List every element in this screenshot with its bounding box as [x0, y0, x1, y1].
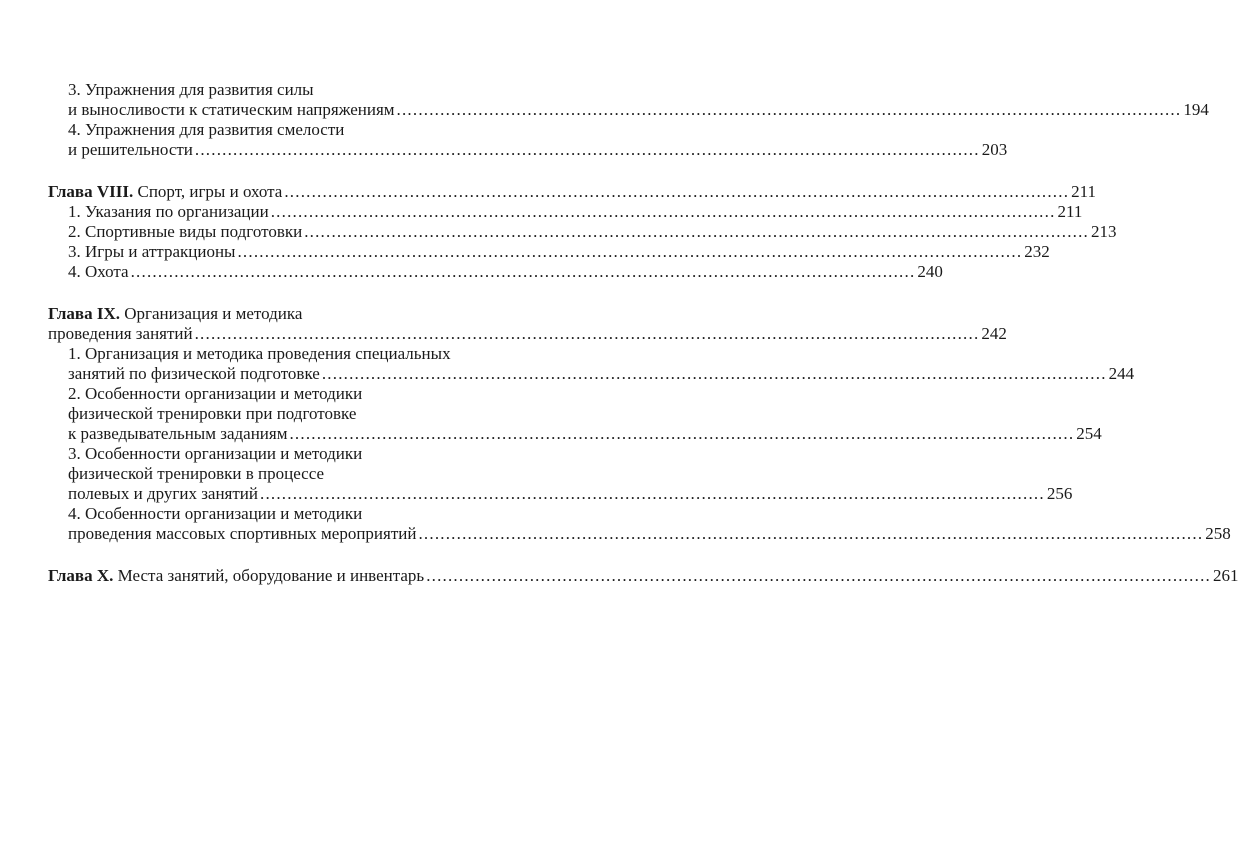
- toc-entry-title: к разведывательным заданиям: [68, 424, 288, 443]
- page-number: 242: [981, 324, 1007, 343]
- page-number: 261: [1213, 566, 1239, 585]
- dot-leader: [418, 524, 1203, 544]
- toc-entry-line: [48, 120, 496, 140]
- toc-entry-line: [48, 100, 1209, 120]
- toc-entry-title: и решительности: [68, 140, 193, 159]
- toc-entry-line: [48, 484, 1073, 504]
- toc-entry-title: 3. Упражнения для развития силы: [68, 80, 314, 99]
- toc-entry-title: 4. Охота: [68, 262, 129, 281]
- chapter-title: Спорт, игры и охота: [137, 182, 283, 201]
- chapter-title: Места занятий, оборудование и инвентарь: [117, 566, 425, 585]
- toc-entry-line: [48, 504, 496, 524]
- toc-entry-line: [48, 202, 1083, 222]
- page-number: 211: [1057, 202, 1083, 221]
- page-number: 232: [1024, 242, 1050, 261]
- toc-entry-line: [48, 364, 1135, 384]
- toc-entry-title: 2. Особенности организации и методики: [68, 384, 363, 403]
- toc-entry-title: проведения массовых спортивных мероприятий: [68, 524, 417, 543]
- chapter-label: Глава IX.: [48, 304, 121, 323]
- dot-leader: [237, 242, 1022, 262]
- chapter-label: Глава X.: [48, 566, 114, 585]
- toc-entry-title: физической тренировки в процессе: [68, 464, 325, 483]
- chapter-heading: [48, 566, 1239, 586]
- toc-entry-title: 2. Спортивные виды подготовки: [68, 222, 303, 241]
- chapter-heading-line: [48, 324, 1007, 344]
- toc-entry-line: [48, 242, 1050, 262]
- dot-leader: [426, 566, 1211, 586]
- chapter-heading: [48, 304, 496, 324]
- dot-leader: [284, 182, 1069, 202]
- page-number: 194: [1183, 100, 1209, 119]
- toc-entry-line: [48, 262, 943, 282]
- dot-leader: [260, 484, 1045, 504]
- toc-entry-line: [48, 404, 496, 424]
- toc-entry-title: 3. Особенности организации и методики: [68, 444, 363, 463]
- toc-entry-line: [48, 140, 1008, 160]
- page-number: 213: [1091, 222, 1117, 241]
- toc-entry-title: 1. Указания по организации: [68, 202, 269, 221]
- page-number: 258: [1205, 524, 1231, 543]
- page-number: 254: [1076, 424, 1102, 443]
- toc-entry-line: [48, 424, 1102, 444]
- toc-entry-title: и выносливости к статическим напряжениям: [68, 100, 395, 119]
- dot-leader: [131, 262, 916, 282]
- dot-leader: [397, 100, 1182, 120]
- page-number: 211: [1071, 182, 1097, 201]
- dot-leader: [195, 324, 980, 344]
- toc-entry-title: полевых и других занятий: [68, 484, 258, 503]
- toc-entry-title: 4. Особенности организации и методики: [68, 504, 363, 523]
- toc-entry-line: [48, 524, 1231, 544]
- dot-leader: [322, 364, 1107, 384]
- table-of-contents: [48, 80, 1239, 586]
- toc-entry-line: [48, 464, 496, 484]
- chapter-title: Организация и методика: [124, 304, 303, 323]
- toc-entry-line: [48, 444, 496, 464]
- dot-leader: [304, 222, 1089, 242]
- toc-entry-line: [48, 384, 496, 404]
- chapter-heading: [48, 182, 1097, 202]
- chapter-label: Глава VIII.: [48, 182, 134, 201]
- toc-entry-line: [48, 344, 496, 364]
- page-number: 203: [981, 140, 1008, 159]
- page-number: 244: [1108, 364, 1135, 383]
- toc-entry-title: 4. Упражнения для развития смелости: [68, 120, 345, 139]
- toc-entry-title: 1. Организация и методика проведения специальных: [68, 344, 451, 363]
- page-number: 240: [917, 262, 943, 281]
- dot-leader: [271, 202, 1056, 222]
- dot-leader: [289, 424, 1074, 444]
- chapter-title: проведения занятий: [48, 324, 193, 343]
- toc-entry-title: физической тренировки при подготовке: [68, 404, 357, 423]
- dot-leader: [195, 140, 980, 160]
- page-number: 256: [1046, 484, 1073, 503]
- toc-entry-title: 3. Игры и аттракционы: [68, 242, 236, 261]
- toc-entry-title: занятий по физической подготовке: [68, 364, 320, 383]
- toc-entry-line: [48, 80, 496, 100]
- toc-entry-line: [48, 222, 1117, 242]
